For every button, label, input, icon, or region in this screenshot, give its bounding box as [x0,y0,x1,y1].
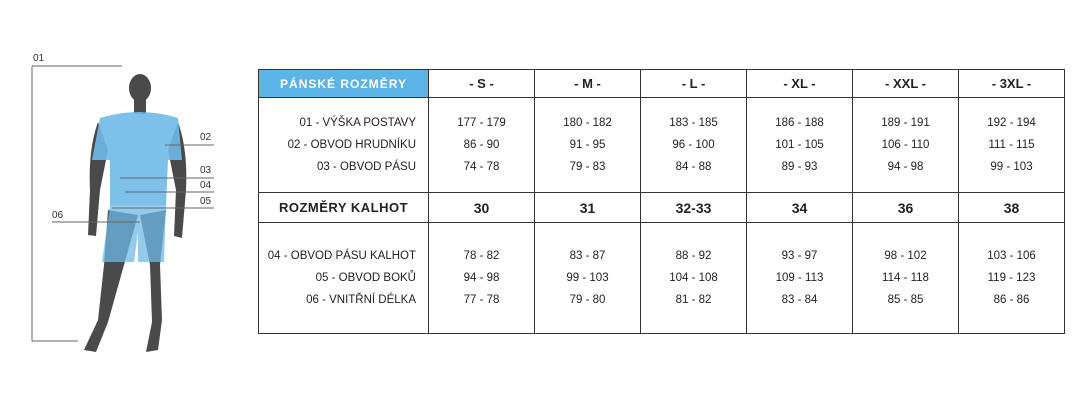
top-values-l [641,98,747,193]
table-cell: 94 - 98 [887,161,924,173]
table-cell: 78 - 82 [463,250,500,262]
table-cell: 77 - 78 [463,294,500,306]
table-cell: 106 - 110 [881,139,930,151]
table-cell: 83 - 84 [781,294,818,306]
top-values-m [535,98,641,193]
label-hips: 05 - OBVOD BOKŮ [315,272,416,284]
size-header-s: - S - [429,70,535,98]
table-cell: 83 - 87 [569,250,606,262]
table-cell: 186 - 188 [775,117,824,129]
pants-measurements-row [259,223,1065,334]
body-measurements-row [259,98,1065,193]
size-table [258,69,1065,334]
table-cell: 96 - 100 [672,139,715,151]
marker-06: 06 [52,210,64,221]
pants-size-s: 30 [429,193,535,223]
table-cell: 81 - 82 [675,294,712,306]
pants-size-row [259,193,1065,223]
bottom-values-xxl [853,223,959,334]
label-pants-waist: 04 - OBVOD PÁSU KALHOT [267,250,416,262]
table-cell: 79 - 80 [569,294,606,306]
size-header-xxl: - XXL - [853,70,959,98]
table-title: PÁNSKÉ ROZMĚRY [259,70,429,98]
table-cell: 119 - 123 [987,272,1036,284]
bottom-values-xl [747,223,853,334]
table-cell: 98 - 102 [884,250,927,262]
size-header-3xl: - 3XL - [959,70,1065,98]
top-values-xl [747,98,853,193]
marker-01: 01 [33,53,45,64]
label-inseam: 06 - VNITŘNÍ DÉLKA [306,294,416,306]
table-cell: 86 - 90 [463,139,500,151]
table-cell: 99 - 103 [990,161,1033,173]
table-cell: 84 - 88 [675,161,712,173]
table-cell: 79 - 83 [569,161,606,173]
pants-measurement-labels [259,223,429,334]
table-header-row [259,70,1065,98]
top-values-xxl [853,98,959,193]
size-header-l: - L - [641,70,747,98]
pants-size-xl: 34 [747,193,853,223]
table-cell: 74 - 78 [463,161,500,173]
top-values-s [429,98,535,193]
table-cell: 180 - 182 [563,117,612,129]
table-cell: 111 - 115 [988,139,1035,151]
mannequin-figure [0,0,250,406]
table-cell: 93 - 97 [781,250,818,262]
label-chest: 02 - OBVOD HRUDNÍKU [287,139,416,151]
pants-size-m: 31 [535,193,641,223]
table-cell: 109 - 113 [775,272,824,284]
table-cell: 89 - 93 [781,161,818,173]
bottom-values-l [641,223,747,334]
size-header-xl: - XL - [747,70,853,98]
pants-title: ROZMĚRY KALHOT [259,193,429,223]
marker-03: 03 [200,165,212,176]
table-cell: 183 - 185 [669,117,718,129]
table-cell: 86 - 86 [993,294,1030,306]
marker-04: 04 [200,180,212,191]
table-cell: 114 - 118 [882,272,929,284]
table-cell: 101 - 105 [775,139,824,151]
table-cell: 189 - 191 [881,117,930,129]
table-cell: 103 - 106 [987,250,1036,262]
table-cell: 99 - 103 [566,272,609,284]
top-values-3xl [959,98,1065,193]
bottom-values-3xl [959,223,1065,334]
pants-size-xxl: 36 [853,193,959,223]
bottom-values-s [429,223,535,334]
table-cell: 85 - 85 [887,294,924,306]
bottom-values-m [535,223,641,334]
body-measurement-labels [259,98,429,193]
label-height: 01 - VÝŠKA POSTAVY [299,117,416,129]
marker-02: 02 [200,132,212,143]
size-header-m: - M - [535,70,641,98]
table-cell: 192 - 194 [987,117,1036,129]
pants-size-l: 32-33 [641,193,747,223]
table-cell: 94 - 98 [463,272,500,284]
table-cell: 104 - 108 [669,272,718,284]
marker-05: 05 [200,196,212,207]
table-cell: 91 - 95 [569,139,606,151]
table-cell: 88 - 92 [675,250,712,262]
label-waist: 03 - OBVOD PÁSU [316,161,416,173]
pants-size-3xl: 38 [959,193,1065,223]
table-cell: 177 - 179 [457,117,506,129]
